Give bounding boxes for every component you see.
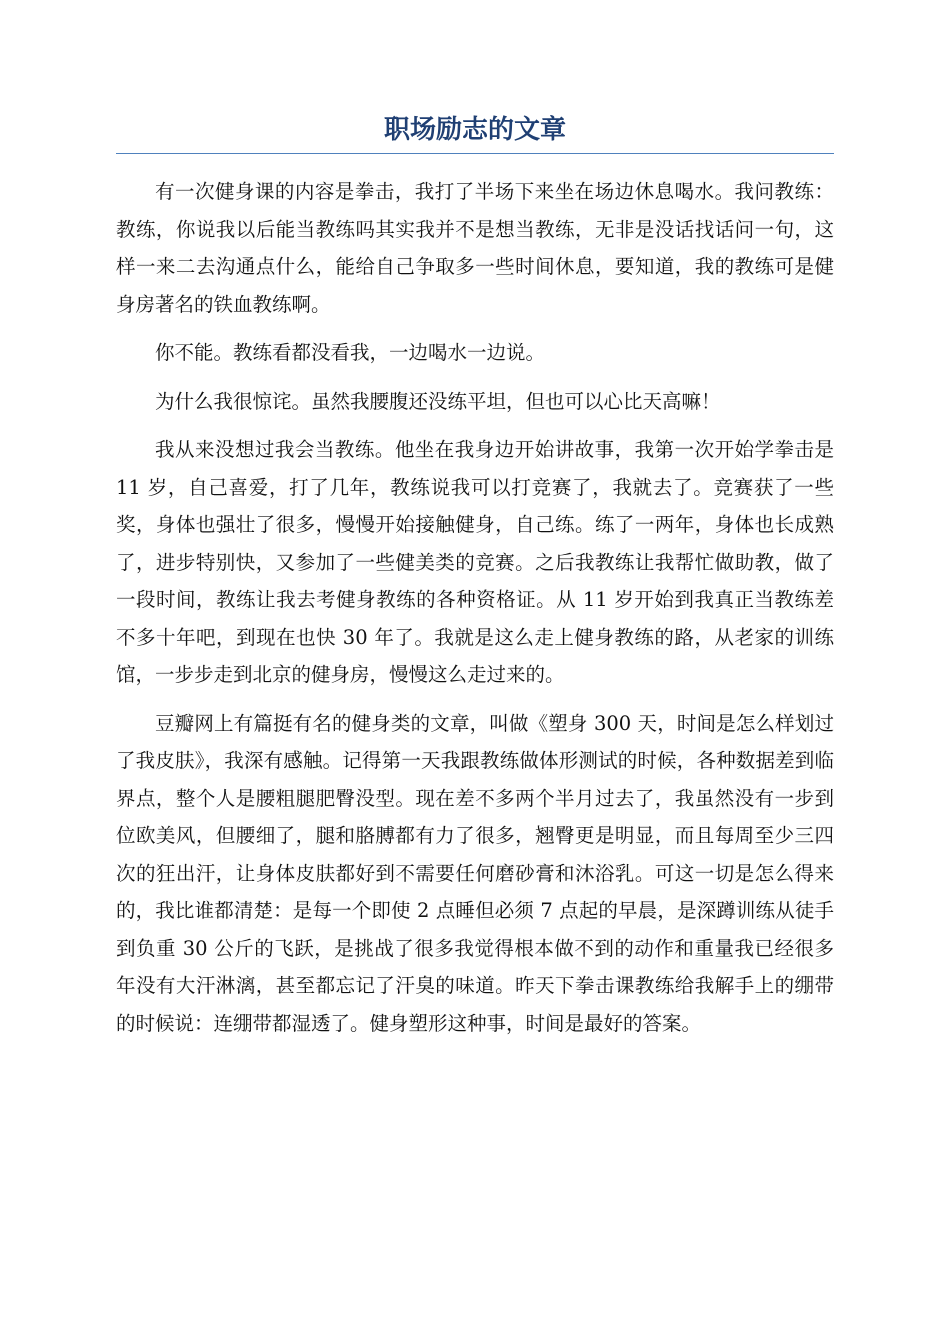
paragraph-4: 我从来没想过我会当教练。他坐在我身边开始讲故事，我第一次开始学拳击是 11 岁，自己喜爱，打了几年，教练说我可以打竞赛了，我就去了。竞赛获了一些奖，身体也强壮了很多，慢慢开始接触健身，自己练。练了一两年，身体也长成熟了，进步特别快，又参加了一些健美类的竞赛。之后我教练让我帮忙做助教，做了一段时间，教练让我去考健身教练的各种资格证。从 11 岁开始到我真正当教练差不多十年吧，到现在也快 30 年了。我就是这么走上健身教练的路，从老家的训练馆，一步步走到北京的健身房，慢慢这么走过来的。 <box>116 438 834 686</box>
paragraph-3: 为什么我很惊诧。虽然我腰腹还没练平坦，但也可以心比天高嘛！ <box>155 389 721 413</box>
paragraph-5: 豆瓣网上有篇挺有名的健身类的文章，叫做《塑身 300 天，时间是怎么样划过了我皮肤》，我深有感触。记得第一天我跟教练做体形测试的时候，各种数据差到临界点，整个人是腰粗腿肥臀没型。现在差不多两个半月过去了，我虽然没有一步到位欧美风，但腰细了，腿和胳膊都有力了很多，翘臀更是明显，而且每周至少三四次的狂出汗，让身体皮肤都好到不需要任何磨砂膏和沐浴乳。可这一切是怎么得来的，我比谁都清楚：是每一个即使 2 点睡但必须 7 点起的早晨，是深蹲训练从徒手到负重 30 公斤的飞跃，是挑战了很多我觉得根本做不到的动作和重量我已经很多年没有大汗淋漓，甚至都忘记了汗臭的味道。昨天下拳击课教练给我解手上的绷带的时候说：连绷带都湿透了。健身塑形这种事，时间是最好的答案。 <box>116 711 834 1035</box>
document-title: 职场励志的文章 <box>383 115 566 145</box>
title-underline <box>116 153 834 154</box>
paragraph-1: 有一次健身课的内容是拳击，我打了半场下来坐在场边休息喝水。我问教练：教练，你说我以后能当教练吗其实我并不是想当教练，无非是没话找话问一句，这样一来二去沟通点什么，能给自己争取多一些时间休息，要知道，我的教练可是健身房著名的铁血教练啊。 <box>116 180 834 316</box>
document-page <box>116 108 834 1042</box>
paragraph-2: 你不能。教练看都没看我，一边喝水一边说。 <box>155 341 546 364</box>
